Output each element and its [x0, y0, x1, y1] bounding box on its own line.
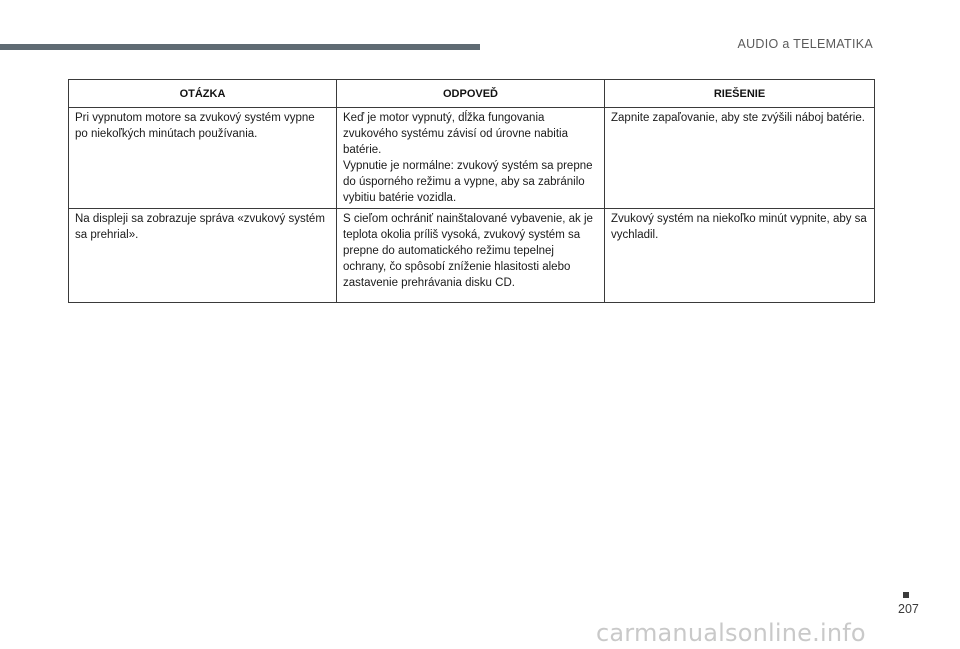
- page-marker-square: [903, 592, 909, 598]
- table-header-row: [69, 80, 875, 108]
- question-cell: Na displeji sa zobrazuje správa «zvukový systém sa prehrial».: [69, 209, 337, 303]
- answer-line: Keď je motor vypnutý, dĺžka fungovania zvukového systému závisí od úrovne nabitia batérie.: [343, 112, 569, 156]
- section-title: AUDIO a TELEMATIKA: [737, 37, 873, 51]
- table-row: [69, 108, 875, 209]
- watermark-text: carmanualsonline.info: [596, 619, 866, 647]
- header-accent-bar: [0, 44, 480, 50]
- column-header-answer: ODPOVEĎ: [337, 80, 605, 108]
- answer-cell: [337, 108, 605, 209]
- page-number: 207: [898, 602, 919, 616]
- answer-line: S cieľom ochrániť nainštalované vybavenie, ak je teplota okolia príliš vysoká, zvukový systém sa prepne do automatického režimu tepelnej ochrany, čo spôsobí zníženie hlasitosti alebo zastavenie prehrávania disku CD.: [343, 213, 593, 289]
- answer-cell: [337, 209, 605, 303]
- solution-cell: Zapnite zapaľovanie, aby ste zvýšili náboj batérie.: [605, 108, 875, 209]
- question-cell: Pri vypnutom motore sa zvukový systém vypne po niekoľkých minútach používania.: [69, 108, 337, 209]
- table-row: [69, 209, 875, 303]
- troubleshooting-table: [68, 79, 875, 303]
- column-header-solution: RIEŠENIE: [605, 80, 875, 108]
- solution-cell: Zvukový systém na niekoľko minút vypnite, aby sa vychladil.: [605, 209, 875, 303]
- column-header-question: OTÁZKA: [69, 80, 337, 108]
- answer-line: Vypnutie je normálne: zvukový systém sa prepne do úsporného režimu a vypne, aby sa zabránilo vybitiu batérie vozidla.: [343, 160, 593, 204]
